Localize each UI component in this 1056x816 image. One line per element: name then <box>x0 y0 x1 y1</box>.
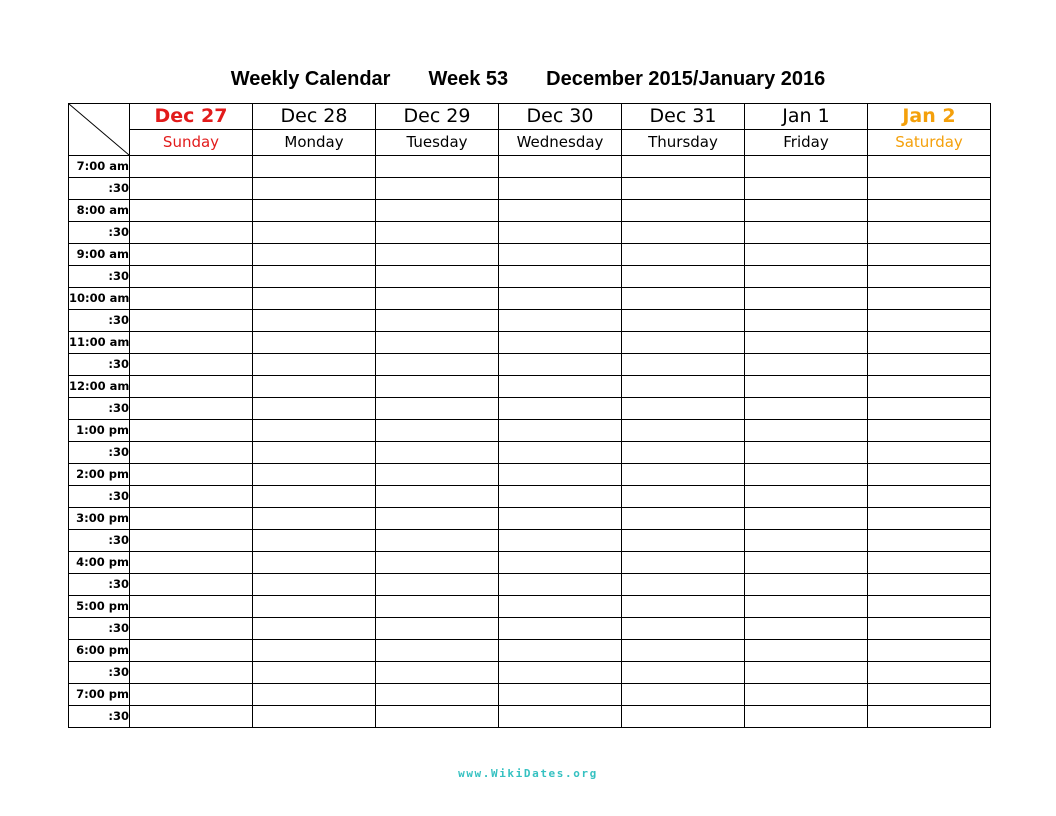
time-label: 3:00 pm <box>69 508 130 530</box>
slot-cell-wednesday <box>499 662 622 684</box>
slot-cell-friday <box>745 464 868 486</box>
slot-cell-sunday <box>130 332 253 354</box>
slot-cell-thursday <box>622 266 745 288</box>
day-name-tuesday: Tuesday <box>376 130 499 156</box>
date-cell-tuesday: Dec 29 <box>376 104 499 130</box>
slot-cell-saturday <box>868 398 991 420</box>
slot-cell-saturday <box>868 530 991 552</box>
time-slot-row <box>69 310 991 332</box>
slot-cell-thursday <box>622 706 745 728</box>
slot-cell-friday <box>745 596 868 618</box>
slot-cell-sunday <box>130 640 253 662</box>
slot-cell-sunday <box>130 464 253 486</box>
date-cell-sunday: Dec 27 <box>130 104 253 130</box>
time-label: 1:00 pm <box>69 420 130 442</box>
date-cell-saturday: Jan 2 <box>868 104 991 130</box>
slot-cell-sunday <box>130 222 253 244</box>
slot-cell-tuesday <box>376 530 499 552</box>
time-slot-row <box>69 178 991 200</box>
slot-cell-thursday <box>622 640 745 662</box>
slot-cell-thursday <box>622 684 745 706</box>
slot-cell-friday <box>745 156 868 178</box>
slot-cell-thursday <box>622 596 745 618</box>
slot-cell-friday <box>745 222 868 244</box>
time-label: 7:00 am <box>69 156 130 178</box>
slot-cell-thursday <box>622 244 745 266</box>
slot-cell-friday <box>745 288 868 310</box>
slot-cell-sunday <box>130 596 253 618</box>
slot-cell-monday <box>253 310 376 332</box>
time-slot-row <box>69 398 991 420</box>
time-slot-row <box>69 442 991 464</box>
date-cell-friday: Jan 1 <box>745 104 868 130</box>
slot-cell-wednesday <box>499 310 622 332</box>
corner-cell <box>69 104 130 156</box>
slot-cell-monday <box>253 552 376 574</box>
time-slot-row <box>69 420 991 442</box>
slot-cell-friday <box>745 200 868 222</box>
slot-cell-wednesday <box>499 640 622 662</box>
slot-cell-thursday <box>622 332 745 354</box>
slot-cell-friday <box>745 684 868 706</box>
slot-cell-tuesday <box>376 442 499 464</box>
slot-cell-sunday <box>130 398 253 420</box>
slot-cell-wednesday <box>499 530 622 552</box>
slot-cell-friday <box>745 354 868 376</box>
footer-website: www.WikiDates.org <box>458 767 598 780</box>
slot-cell-wednesday <box>499 244 622 266</box>
slot-cell-monday <box>253 200 376 222</box>
slot-cell-thursday <box>622 420 745 442</box>
slot-cell-monday <box>253 398 376 420</box>
slot-cell-friday <box>745 178 868 200</box>
slot-cell-monday <box>253 684 376 706</box>
slot-cell-sunday <box>130 420 253 442</box>
slot-cell-monday <box>253 420 376 442</box>
slot-cell-thursday <box>622 464 745 486</box>
slot-cell-saturday <box>868 508 991 530</box>
time-slot-row <box>69 332 991 354</box>
time-label: :30 <box>69 310 130 332</box>
slot-cell-sunday <box>130 486 253 508</box>
slot-cell-sunday <box>130 354 253 376</box>
time-label: :30 <box>69 354 130 376</box>
slot-cell-saturday <box>868 244 991 266</box>
time-slot-row <box>69 200 991 222</box>
day-name-friday: Friday <box>745 130 868 156</box>
slot-cell-sunday <box>130 376 253 398</box>
slot-cell-saturday <box>868 332 991 354</box>
slot-cell-wednesday <box>499 486 622 508</box>
slot-cell-friday <box>745 420 868 442</box>
slot-cell-monday <box>253 376 376 398</box>
slot-cell-tuesday <box>376 640 499 662</box>
time-slot-row <box>69 618 991 640</box>
slot-cell-wednesday <box>499 684 622 706</box>
slot-cell-saturday <box>868 596 991 618</box>
time-label: 10:00 am <box>69 288 130 310</box>
week-number: Week 53 <box>428 68 509 90</box>
time-slot-row <box>69 552 991 574</box>
slot-cell-friday <box>745 530 868 552</box>
slot-cell-tuesday <box>376 156 499 178</box>
slot-cell-saturday <box>868 640 991 662</box>
slot-cell-sunday <box>130 310 253 332</box>
slot-cell-wednesday <box>499 420 622 442</box>
slot-cell-wednesday <box>499 508 622 530</box>
time-label: 9:00 am <box>69 244 130 266</box>
day-name-thursday: Thursday <box>622 130 745 156</box>
slot-cell-wednesday <box>499 200 622 222</box>
slot-cell-thursday <box>622 486 745 508</box>
slot-cell-monday <box>253 156 376 178</box>
slot-cell-tuesday <box>376 574 499 596</box>
slot-cell-tuesday <box>376 266 499 288</box>
slot-cell-monday <box>253 266 376 288</box>
time-slot-row <box>69 266 991 288</box>
slot-cell-thursday <box>622 574 745 596</box>
slot-cell-monday <box>253 530 376 552</box>
slot-cell-wednesday <box>499 178 622 200</box>
slot-cell-saturday <box>868 552 991 574</box>
slot-cell-tuesday <box>376 200 499 222</box>
slot-cell-thursday <box>622 310 745 332</box>
slot-cell-friday <box>745 244 868 266</box>
time-label: :30 <box>69 662 130 684</box>
slot-cell-wednesday <box>499 156 622 178</box>
slot-cell-friday <box>745 398 868 420</box>
slot-cell-wednesday <box>499 442 622 464</box>
time-label: 2:00 pm <box>69 464 130 486</box>
slot-cell-tuesday <box>376 596 499 618</box>
slot-cell-sunday <box>130 706 253 728</box>
slot-cell-saturday <box>868 574 991 596</box>
slot-cell-saturday <box>868 200 991 222</box>
slot-cell-monday <box>253 178 376 200</box>
time-label: 6:00 pm <box>69 640 130 662</box>
slot-cell-saturday <box>868 618 991 640</box>
slot-cell-friday <box>745 574 868 596</box>
time-slot-row <box>69 376 991 398</box>
slot-cell-tuesday <box>376 420 499 442</box>
slot-cell-tuesday <box>376 244 499 266</box>
slot-cell-sunday <box>130 200 253 222</box>
slot-cell-wednesday <box>499 288 622 310</box>
slot-cell-monday <box>253 508 376 530</box>
slot-cell-wednesday <box>499 618 622 640</box>
slot-cell-wednesday <box>499 706 622 728</box>
time-label: :30 <box>69 442 130 464</box>
time-slot-row <box>69 684 991 706</box>
time-label: :30 <box>69 266 130 288</box>
slot-cell-monday <box>253 706 376 728</box>
time-slot-row <box>69 662 991 684</box>
time-label: :30 <box>69 618 130 640</box>
slot-cell-wednesday <box>499 376 622 398</box>
slot-cell-saturday <box>868 288 991 310</box>
slot-cell-sunday <box>130 508 253 530</box>
slot-cell-saturday <box>868 354 991 376</box>
slot-cell-wednesday <box>499 552 622 574</box>
slot-cell-sunday <box>130 684 253 706</box>
diagonal-line <box>69 104 129 155</box>
time-slot-row <box>69 156 991 178</box>
day-name-wednesday: Wednesday <box>499 130 622 156</box>
time-label: 4:00 pm <box>69 552 130 574</box>
time-slot-row <box>69 574 991 596</box>
slot-cell-tuesday <box>376 332 499 354</box>
time-label: :30 <box>69 706 130 728</box>
slot-cell-monday <box>253 618 376 640</box>
slot-cell-monday <box>253 640 376 662</box>
slot-cell-thursday <box>622 354 745 376</box>
slot-cell-monday <box>253 442 376 464</box>
slot-cell-thursday <box>622 618 745 640</box>
time-label: 12:00 am <box>69 376 130 398</box>
slot-cell-tuesday <box>376 376 499 398</box>
time-slot-row <box>69 530 991 552</box>
slot-cell-monday <box>253 222 376 244</box>
time-slot-row <box>69 706 991 728</box>
slot-cell-sunday <box>130 442 253 464</box>
month-range: December 2015/January 2016 <box>546 68 826 90</box>
slot-cell-saturday <box>868 376 991 398</box>
calendar-title: Weekly Calendar <box>230 68 391 90</box>
slot-cell-wednesday <box>499 222 622 244</box>
slot-cell-monday <box>253 464 376 486</box>
day-name-monday: Monday <box>253 130 376 156</box>
slot-cell-monday <box>253 354 376 376</box>
slot-cell-saturday <box>868 486 991 508</box>
time-slot-row <box>69 222 991 244</box>
slot-cell-friday <box>745 332 868 354</box>
slot-cell-saturday <box>868 222 991 244</box>
slot-cell-saturday <box>868 442 991 464</box>
slot-cell-friday <box>745 310 868 332</box>
time-label: 8:00 am <box>69 200 130 222</box>
page-title <box>0 66 1056 92</box>
slot-cell-sunday <box>130 178 253 200</box>
slot-cell-sunday <box>130 244 253 266</box>
slot-cell-saturday <box>868 266 991 288</box>
time-label: :30 <box>69 178 130 200</box>
slot-cell-tuesday <box>376 222 499 244</box>
time-label: 11:00 am <box>69 332 130 354</box>
slot-cell-wednesday <box>499 574 622 596</box>
slot-cell-saturday <box>868 684 991 706</box>
time-slot-row <box>69 288 991 310</box>
slot-cell-monday <box>253 574 376 596</box>
time-slot-row <box>69 244 991 266</box>
slot-cell-tuesday <box>376 178 499 200</box>
slot-cell-thursday <box>622 200 745 222</box>
slot-cell-friday <box>745 552 868 574</box>
slot-cell-thursday <box>622 398 745 420</box>
time-label: :30 <box>69 398 130 420</box>
slot-cell-tuesday <box>376 288 499 310</box>
date-header-row <box>69 104 991 130</box>
slot-cell-thursday <box>622 530 745 552</box>
slot-cell-wednesday <box>499 354 622 376</box>
slot-cell-saturday <box>868 178 991 200</box>
slot-cell-friday <box>745 662 868 684</box>
slot-cell-tuesday <box>376 486 499 508</box>
day-name-row <box>69 130 991 156</box>
date-cell-wednesday: Dec 30 <box>499 104 622 130</box>
slot-cell-wednesday <box>499 266 622 288</box>
slot-cell-wednesday <box>499 398 622 420</box>
time-label: :30 <box>69 574 130 596</box>
slot-cell-monday <box>253 486 376 508</box>
time-label: 7:00 pm <box>69 684 130 706</box>
slot-cell-sunday <box>130 156 253 178</box>
time-slot-row <box>69 354 991 376</box>
slot-cell-tuesday <box>376 310 499 332</box>
slot-cell-wednesday <box>499 464 622 486</box>
slot-cell-thursday <box>622 288 745 310</box>
slot-cell-friday <box>745 486 868 508</box>
slot-cell-wednesday <box>499 596 622 618</box>
slot-cell-friday <box>745 706 868 728</box>
slot-cell-friday <box>745 442 868 464</box>
date-cell-thursday: Dec 31 <box>622 104 745 130</box>
slot-cell-sunday <box>130 288 253 310</box>
slot-cell-sunday <box>130 662 253 684</box>
slot-cell-monday <box>253 332 376 354</box>
time-slot-row <box>69 486 991 508</box>
slot-cell-saturday <box>868 706 991 728</box>
day-name-saturday: Saturday <box>868 130 991 156</box>
slot-cell-friday <box>745 266 868 288</box>
slot-cell-friday <box>745 508 868 530</box>
slot-cell-tuesday <box>376 508 499 530</box>
slot-cell-sunday <box>130 552 253 574</box>
slot-cell-monday <box>253 288 376 310</box>
slot-cell-friday <box>745 640 868 662</box>
slot-cell-sunday <box>130 618 253 640</box>
date-cell-monday: Dec 28 <box>253 104 376 130</box>
slot-cell-sunday <box>130 530 253 552</box>
time-slot-row <box>69 464 991 486</box>
slot-cell-tuesday <box>376 684 499 706</box>
time-slot-row <box>69 596 991 618</box>
weekly-calendar-grid <box>68 103 991 728</box>
slot-cell-tuesday <box>376 398 499 420</box>
time-label: :30 <box>69 222 130 244</box>
slot-cell-friday <box>745 376 868 398</box>
slot-cell-saturday <box>868 310 991 332</box>
slot-cell-saturday <box>868 662 991 684</box>
slot-cell-thursday <box>622 508 745 530</box>
slot-cell-sunday <box>130 574 253 596</box>
time-label: :30 <box>69 530 130 552</box>
slot-cell-thursday <box>622 442 745 464</box>
slot-cell-thursday <box>622 552 745 574</box>
slot-cell-monday <box>253 244 376 266</box>
time-label: :30 <box>69 486 130 508</box>
slot-cell-tuesday <box>376 706 499 728</box>
slot-cell-monday <box>253 596 376 618</box>
time-slot-row <box>69 508 991 530</box>
slot-cell-thursday <box>622 156 745 178</box>
slot-cell-tuesday <box>376 354 499 376</box>
time-slot-row <box>69 640 991 662</box>
slot-cell-saturday <box>868 464 991 486</box>
slot-cell-saturday <box>868 420 991 442</box>
time-label: 5:00 pm <box>69 596 130 618</box>
slot-cell-tuesday <box>376 552 499 574</box>
slot-cell-sunday <box>130 266 253 288</box>
slot-cell-monday <box>253 662 376 684</box>
slot-cell-thursday <box>622 376 745 398</box>
slot-cell-friday <box>745 618 868 640</box>
slot-cell-tuesday <box>376 662 499 684</box>
slot-cell-thursday <box>622 662 745 684</box>
slot-cell-thursday <box>622 222 745 244</box>
slot-cell-thursday <box>622 178 745 200</box>
day-name-sunday: Sunday <box>130 130 253 156</box>
slot-cell-tuesday <box>376 618 499 640</box>
slot-cell-tuesday <box>376 464 499 486</box>
slot-cell-wednesday <box>499 332 622 354</box>
slot-cell-saturday <box>868 156 991 178</box>
